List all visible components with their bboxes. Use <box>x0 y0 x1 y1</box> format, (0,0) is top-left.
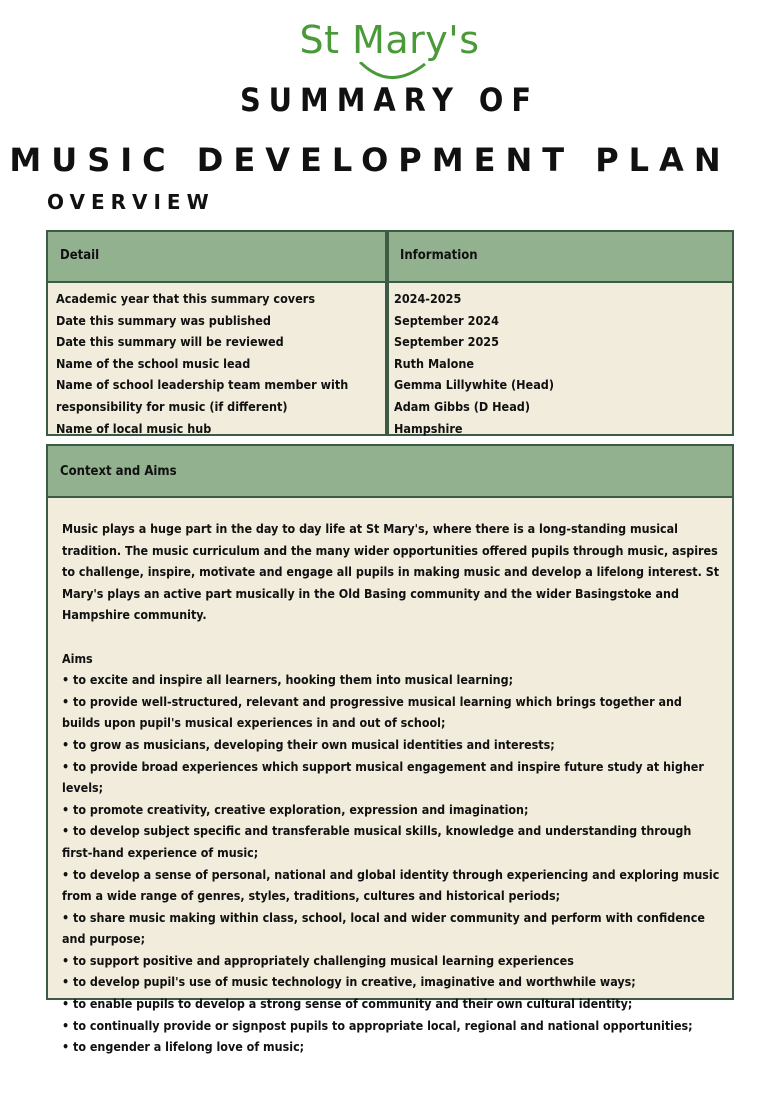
aim-item: • to excite and inspire all learners, hooking them into musical learning; <box>62 672 514 688</box>
table-header-row <box>48 232 732 283</box>
school-logo <box>0 18 779 62</box>
aim-item: • to provide well-structured, relevant and progressive musical learning which brings together and builds upon pupil's musical experiences in and out of school; <box>62 693 682 731</box>
aim-item: • to enable pupils to develop a strong sense of community and their own cultural identity; <box>62 996 633 1012</box>
info-cell: Gemma Lillywhite (Head) <box>394 377 554 393</box>
detail-cell: responsibility for music (if different) <box>56 398 288 414</box>
info-cell: September 2024 <box>394 312 499 328</box>
column-divider <box>385 232 389 434</box>
aim-item: • to develop a sense of personal, national and global identity through experiencing and exploring music from a wide range of genres, styles, traditions, cultures and historical periods; <box>62 866 720 904</box>
overview-table <box>46 230 734 436</box>
aim-item: • to grow as musicians, developing their own musical identities and interests; <box>62 736 555 752</box>
aim-item: • to promote creativity, creative exploration, expression and imagination; <box>62 801 529 817</box>
detail-cell: Date this summary will be reviewed <box>56 334 284 350</box>
context-body <box>62 518 722 1058</box>
detail-cell: Date this summary was published <box>56 312 271 328</box>
info-cell: Ruth Malone <box>394 355 474 371</box>
aim-item: • to develop subject specific and transferable musical skills, knowledge and understanding through first-hand experience of music; <box>62 823 692 860</box>
header-information: Information <box>400 248 478 263</box>
section-heading-overview: OVERVIEW <box>47 190 215 214</box>
aim-item: • to continually provide or signpost pupils to appropriate local, regional and national opportunities; <box>62 1017 693 1033</box>
detail-cell: Name of school leadership team member with <box>56 377 349 393</box>
info-cell: Adam Gibbs (D Head) <box>394 398 530 414</box>
info-cell: September 2025 <box>394 334 499 350</box>
detail-column <box>56 288 348 439</box>
aim-item: • to share music making within class, school, local and wider community and perform with confidence and purpose; <box>62 909 705 947</box>
page-title-line2: MUSIC DEVELOPMENT PLAN <box>9 141 731 179</box>
info-cell: 2024-2025 <box>394 291 462 306</box>
aim-item: • to engender a lifelong love of music; <box>62 1039 305 1055</box>
page-title-line1: SUMMARY OF <box>239 81 540 119</box>
information-column <box>394 288 554 439</box>
aim-item: • to provide broad experiences which support musical engagement and inspire future study at higher levels; <box>62 758 704 796</box>
context-heading: Context and Aims <box>60 464 177 479</box>
header-detail: Detail <box>60 248 100 263</box>
school-logo-text: St Mary's <box>299 18 480 62</box>
aims-label: Aims <box>62 650 93 666</box>
detail-cell: Academic year that this summary covers <box>56 291 316 306</box>
context-aims-box <box>46 444 734 1055</box>
aim-item: • to develop pupil's use of music technology in creative, imaginative and worthwhile ways; <box>62 974 636 990</box>
detail-cell: Name of the school music lead <box>56 355 251 371</box>
info-cell: Hampshire <box>394 420 463 436</box>
context-intro: Music plays a huge part in the day to day life at St Mary's, where there is a long-standing musical tradition. The music curriculum and the many wider opportunities offered pupils through music, aspires to challenge, inspire, motivate and engage all pupils in making music and develop a lifelong interest. St Mary's plays an active part musically in the Old Basing community and the wider Basingstoke and Hampshire community. <box>62 521 720 623</box>
aim-item: • to support positive and appropriately challenging musical learning experiences <box>62 952 574 968</box>
detail-cell: Name of local music hub <box>56 420 212 436</box>
